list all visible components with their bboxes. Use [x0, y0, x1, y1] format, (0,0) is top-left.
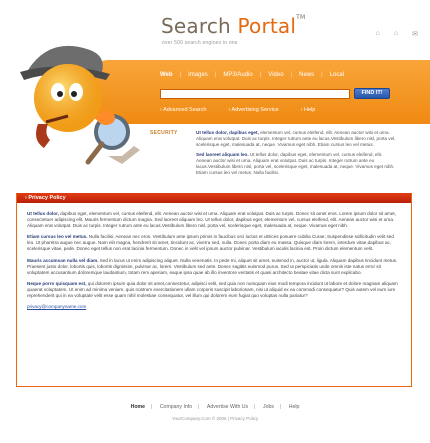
privacy-paragraph-2: Etiam cursus leo vel metus. Nulla facilisi. Aenean nec eros. Vestibulum ante ipsum primis in faucibus orci luctus et ultrices posuere cubilia Curae; Suspendisse sollicitudin velit sed leo. Ut pharetra augue nec augue. Nam elit magna, hendrerit sit amet, tincidunt ac, viverra sed, nulla. Donec porta diam eu massa. Quisque diam lorem, interdum vitae,dapibus ac, scelerisque vitae, pede. Donec eget tellus non erat lacinia fermentum. Donec in velit vel ipsum auctor pulvinar. Vestibulum iaculis lacinia est. Proin dictum elementum velit. — [27, 234, 394, 252]
footer-link-jobs[interactable]: Jobs — [262, 404, 274, 410]
find-it-button[interactable]: FIND IT! — [354, 88, 390, 99]
advertising-service-link[interactable]: › Advertising Service — [228, 107, 278, 113]
footer-link-home[interactable]: Home — [130, 404, 145, 410]
privacy-policy-box — [16, 193, 412, 387]
footer — [0, 404, 430, 421]
search-row — [160, 88, 390, 99]
tagline: over 500 search engines in one — [162, 40, 238, 46]
logo-part-b: Portal — [237, 14, 297, 38]
top-icon-bar — [376, 30, 418, 38]
search-category-nav: Web | Images | MP3/Audio | Video | News | Local — [160, 72, 345, 78]
privacy-paragraph-3: Mauris accumsan nulla vel diam. Sed in lacus ut enim adipiscing aliquet. Nulla venenatis. In pede mi, aliquet sit amet, euismod in, auctor ut, ligula. Aliquam dapibus tincidunt metus. Praesent justo dolor, lobortis quis, lobortis dignissim, pulvinar ac, lorem. Vestibulum sed ante. Donec sagittis euismod purus. Sed ut perspiciatis unde omnis iste natus error sit voluptatem accusantium doloremque laudantium, totam rem aperiam, eaque ipsa quae ab illo inventore veritatis et quasi architecto beatae vitae dicta sunt explicabo. — [27, 257, 398, 275]
footer-link-company-info[interactable]: Company Info — [159, 404, 193, 410]
search-input[interactable] — [160, 89, 350, 99]
privacy-policy-body — [17, 203, 411, 310]
logo-tm: TM — [296, 14, 306, 21]
privacy-policy-header: › Privacy Policy — [17, 193, 411, 203]
site-logo[interactable] — [161, 14, 305, 38]
nav-web[interactable]: Web — [160, 72, 173, 78]
nav-mp3-audio[interactable]: MP3/Audio — [223, 72, 253, 78]
nav-local[interactable]: Local — [329, 72, 345, 78]
security-paragraph-1: Ut tellus dolor, dapibus eget, elementum vel, cursus eleifend, elit. Aenean auctor wisi et urna. Aliquam erat volutpat. Duis ac turpis. Integer rutrum ante eu lacus.Vestibulum libero nisl, porta vel, scelerisque eget, malesuada at, neque. Vivamus eget nibh. Etiam cursus leo vel metus. — [196, 130, 396, 148]
nav-images[interactable]: Images — [188, 72, 208, 78]
security-text — [196, 130, 396, 179]
privacy-email-link[interactable]: privacy@companyname.com — [27, 304, 87, 310]
privacy-paragraph-1: Ut tellus dolor, dapibus eget, elementum vel, cursus eleifend, elit. Aenean auctor wisi et urna. Aliquam erat volutpat. Duis ac turpis. Donec sit amet eros. Lorem ipsum dolor sit amet, consectetuer adipiscing elit. Mauris fermentum dictum magna. Sed laoreet aliquam leo. Ut tellus dolor, dapibus eget, elementum vel, cursus eleifend, elit. Aenean auctor wisi et urna. Aliquam erat volutpat. Duis ac turpis. Integer rutrum ante eu lacus.Vestibulum libero nisl, porta vel, scelerisque eget, malesuada at, neque. Vivamus eget nibh. — [27, 211, 396, 229]
help-link[interactable]: › Help — [301, 107, 316, 113]
footer-link-advertise[interactable]: Advertise With Us — [206, 404, 249, 410]
footer-links: Home | Company Info | Advertise With Us | Jobs | Help — [130, 404, 300, 410]
search-sublinks — [160, 107, 315, 113]
security-heading: SECURITY — [150, 130, 178, 136]
logo-part-a: Search — [161, 14, 231, 38]
privacy-paragraph-4: Neque porro quisquam est, qui dolorem ipsum quia dolor sit amet,consectetur, adipisci velit, sed quia non numquam eius modi tempora incidunt ut labore et dolore magnam aliquam quaerat voluptatem. Ut enim ad minima veniam, quis nostrum exercitationem ullam corporis suscipit laboriosam, nisi ut aliquid ex ea commodi consequatur? Quis autem vel eum iure reprehenderit qui in ea voluptate velit esse quam nihil molestiae consequatur, vel illum qui dolorem eum fugiat quo voluptas nulla pariatur? — [27, 280, 398, 299]
copyright: YourCompany.Com © 2006 | Privacy Policy — [171, 416, 259, 421]
nav-news[interactable]: News — [299, 72, 315, 78]
sitemap-icon[interactable]: ⌂ — [393, 30, 399, 37]
nav-video[interactable]: Video — [268, 72, 284, 78]
footer-link-help[interactable]: Help — [288, 404, 300, 410]
contact-icon[interactable]: ✉ — [412, 31, 418, 38]
security-paragraph-2: Sed laoreet aliquam leo. Ut tellus dolor, dapibus eget, elementum vel, cursus eleifend, elit. Aenean auctor wisi et urna. Aliquam erat volutpat. Duis ac turpis. Integer rutrum ante eu lacus.Vestibulum libero nisl, porta vel, scelerisque eget, malesuada at, neque. Vivamus eget nibh. Etiam cursus leo vel metus. Nulla facilisi. — [196, 151, 395, 176]
home-icon[interactable]: ⌂ — [375, 30, 380, 37]
detective-mascot-icon — [10, 36, 150, 171]
advanced-search-link[interactable]: › Advanced Search — [160, 107, 206, 113]
